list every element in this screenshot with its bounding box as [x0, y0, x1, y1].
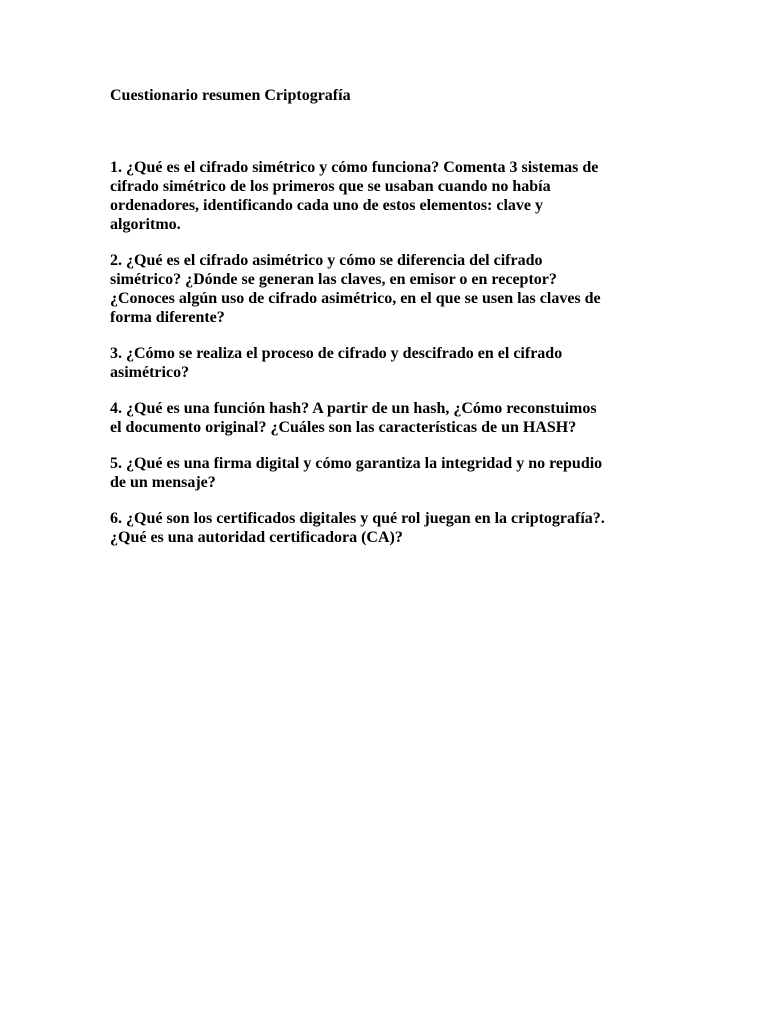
- question-list: [110, 158, 655, 564]
- question-3: 3. ¿Cómo se realiza el proceso de cifrado y descifrado en el cifrado asimétrico?: [110, 345, 563, 381]
- document-title: Cuestionario resumen Criptografía: [110, 87, 351, 104]
- question-2: 2. ¿Qué es el cifrado asimétrico y cómo se diferencia del cifrado simétrico? ¿Dónde se generan las claves, en emisor o en receptor? ¿Conoces algún uso de cifrado asimétrico, en el que se usen las claves de forma diferente?: [110, 252, 601, 326]
- question-4: 4. ¿Qué es una función hash? A partir de un hash, ¿Cómo reconstuimos el documento original? ¿Cuáles son las características de un HASH?: [110, 400, 597, 436]
- question-6: 6. ¿Qué son los certificados digitales y qué rol juegan en la criptografía?. ¿Qué es una autoridad certificadora (CA)?: [110, 510, 605, 546]
- question-5: 5. ¿Qué es una firma digital y cómo garantiza la integridad y no repudio de un mensaje?: [110, 455, 603, 491]
- question-1: 1. ¿Qué es el cifrado simétrico y cómo funciona? Comenta 3 sistemas de cifrado simétrico de los primeros que se usaban cuando no había ordenadores, identificando cada uno de estos elementos: clave y algoritmo.: [110, 159, 599, 233]
